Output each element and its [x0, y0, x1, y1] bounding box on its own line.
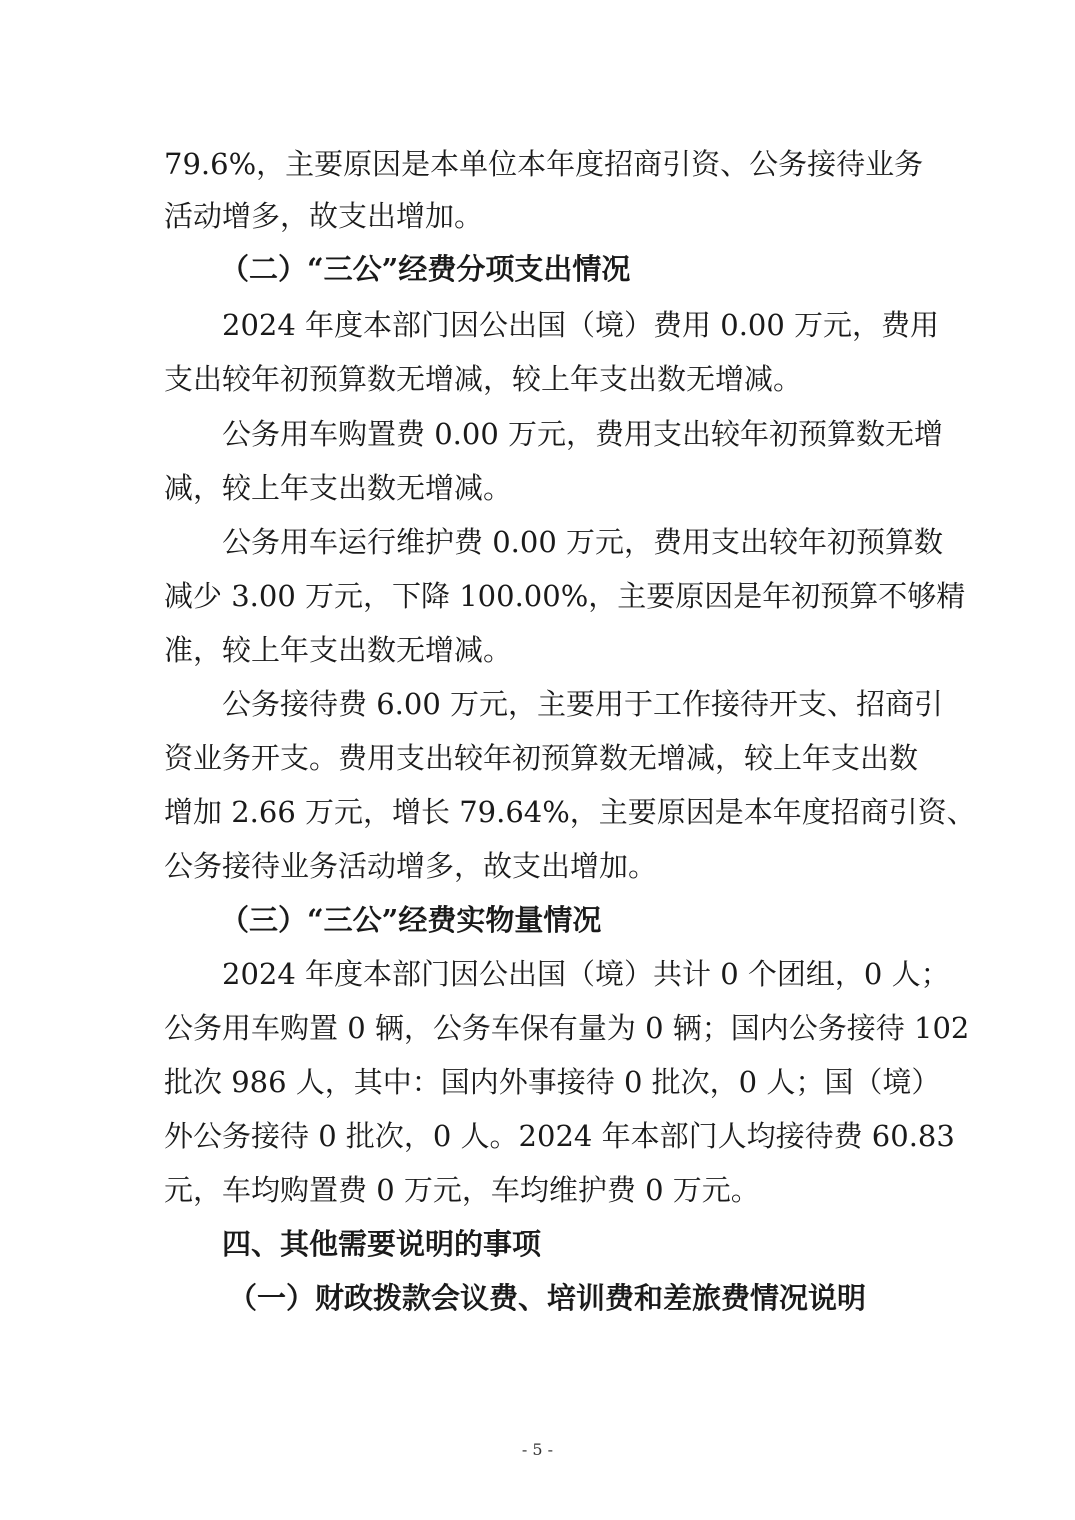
body-text-line: 外公务接待 0 批次，0 人。2024 年本部门人均接待费 60.83	[164, 1119, 955, 1153]
body-text-line: 2024 年度本部门因公出国（境）费用 0.00 万元，费用	[222, 308, 940, 342]
body-text-line: 资业务开支。费用支出较年初预算数无增减，较上年支出数	[164, 741, 919, 775]
body-text-line: 活动增多，故支出增加。	[164, 199, 484, 233]
body-text-line: 公务接待费 6.00 万元，主要用于工作接待开支、招商引	[222, 687, 944, 721]
body-text-line: 准，较上年支出数无增减。	[164, 633, 513, 667]
section-heading: （二）“三公”经费分项支出情况	[220, 252, 631, 286]
body-text-line: 元，车均购置费 0 万元，车均维护费 0 万元。	[164, 1173, 760, 1207]
body-text-line: 79.6%，主要原因是本单位本年度招商引资、公务接待业务	[164, 147, 924, 181]
body-text-line: 公务用车购置 0 辆，公务车保有量为 0 辆；国内公务接待 102	[164, 1011, 970, 1045]
section-heading: （三）“三公”经费实物量情况	[220, 903, 602, 937]
chapter-heading: 四、其他需要说明的事项	[222, 1227, 542, 1261]
body-text-line: 减，较上年支出数无增减。	[164, 471, 513, 505]
body-text-line: 增加 2.66 万元，增长 79.64%，主要原因是本年度招商引资、	[164, 795, 976, 829]
body-text-line: 减少 3.00 万元，下降 100.00%，主要原因是年初预算不够精	[164, 579, 966, 613]
body-text-line: 公务用车运行维护费 0.00 万元，费用支出较年初预算数	[222, 525, 944, 559]
body-text-line: 公务用车购置费 0.00 万元，费用支出较年初预算数无增	[222, 417, 944, 451]
body-text-line: 支出较年初预算数无增减，较上年支出数无增减。	[164, 362, 803, 396]
body-text-line: 批次 986 人，其中：国内外事接待 0 批次，0 人；国（境）	[164, 1065, 941, 1099]
page-number: - 5 -	[521, 1440, 554, 1459]
body-text-line: 公务接待业务活动增多，故支出增加。	[164, 849, 658, 883]
section-heading: （一）财政拨款会议费、培训费和差旅费情况说明	[228, 1281, 867, 1315]
body-text-line: 2024 年度本部门因公出国（境）共计 0 个团组，0 人；	[222, 957, 950, 991]
